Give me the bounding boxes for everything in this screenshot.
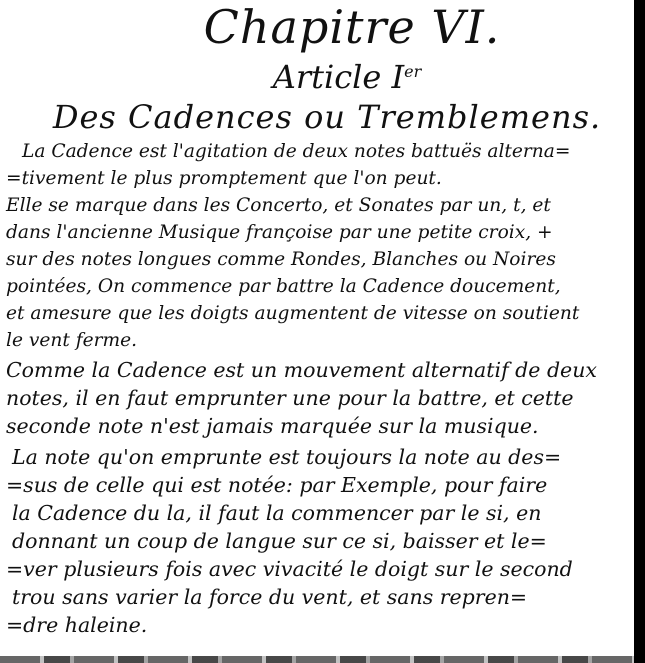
text-line: Comme la Cadence est un mouvement alternatif de deux: [6, 358, 597, 382]
page-bottom-edge: [0, 656, 634, 663]
text-line: La Cadence est l'agitation de deux notes battuës alterna=: [22, 141, 571, 162]
text-line: et amesure que les doigts augmentent de vitesse on soutient: [6, 303, 580, 324]
text-line: dans l'ancienne Musique françoise par une petite croix, +: [6, 222, 553, 243]
text-line: donnant un coup de langue sur ce si, baisser et le=: [12, 529, 547, 553]
text-line: La note qu'on emprunte est toujours la note au des=: [12, 445, 562, 469]
text-line: notes, il en faut emprunter une pour la battre, et cette: [6, 386, 574, 410]
article-title: [0, 58, 634, 96]
text-line: le vent ferme.: [6, 330, 138, 351]
section-title: Des Cadences ou Tremblemens.: [52, 98, 602, 136]
text-line: =tivement le plus promptement que l'on peut.: [6, 168, 442, 189]
text-line: pointées, On commence par battre la Cadence doucement,: [6, 276, 561, 297]
chapter-title: Chapitre VI.: [203, 0, 501, 54]
page-right-edge: [634, 0, 645, 663]
text-line: trou sans varier la force du vent, et sans repren=: [12, 585, 528, 609]
text-line: Elle se marque dans les Concerto, et Sonates par un, t, et: [6, 195, 551, 216]
article-title-suffix: er: [404, 62, 422, 81]
text-line: seconde note n'est jamais marquée sur la musique.: [6, 414, 539, 438]
text-line: =sus de celle qui est notée: par Exemple, pour faire: [6, 473, 548, 497]
text-line: =ver plusieurs fois avec vivacité le doigt sur le second: [6, 557, 573, 581]
text-line: la Cadence du la, il faut la commencer par le si, en: [12, 501, 542, 525]
text-line: sur des notes longues comme Rondes, Blanches ou Noires: [6, 249, 556, 270]
text-line: =dre haleine.: [6, 613, 148, 637]
article-title-text: Article I: [272, 58, 405, 96]
